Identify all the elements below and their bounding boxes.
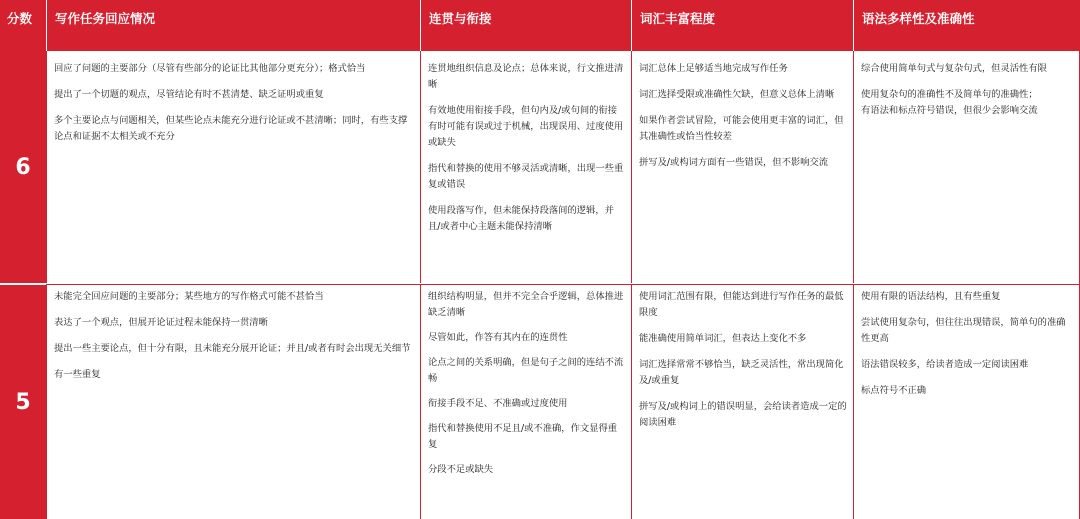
descriptor-text: 使用复杂句的准确性不及简单句的准确性； bbox=[861, 89, 1038, 100]
score-cell: 6 bbox=[0, 51, 46, 283]
coherence-cell bbox=[420, 51, 631, 283]
descriptor-text: 语法错误较多，给读者造成一定阅读困难 bbox=[861, 359, 1029, 370]
task-response-cell bbox=[46, 51, 420, 283]
descriptor-text: 连贯地组织信息及论点；总体来说，行文推进清晰 bbox=[428, 63, 624, 90]
descriptor-text: 词汇总体上足够适当地完成写作任务 bbox=[639, 63, 788, 74]
score-cell: 5 bbox=[0, 285, 46, 519]
descriptor-text: 尝试使用复杂句，但往往出现错误，简单句的准确性更高 bbox=[861, 317, 1066, 344]
descriptor-text: 词汇选择常常不够恰当，缺乏灵活性，常出现简化及/或重复 bbox=[639, 359, 844, 386]
header-coherence: 连贯与衔接 bbox=[420, 0, 631, 51]
descriptor-text: 有语法和标点符号错误，但很少会影响交流 bbox=[861, 105, 1038, 116]
descriptor-text: 多个主要论点与问题相关，但某些论点未能充分进行论证或不甚清晰；同时，有些支撑论点和证据不太相关或不充分 bbox=[54, 115, 408, 142]
grammar-cell bbox=[853, 285, 1080, 519]
descriptor-text: 分段不足或缺失 bbox=[428, 464, 494, 475]
descriptor-text: 有效地使用衔接手段，但句内及/或句间的衔接有时可能有误或过于机械，出现误用、过度使用或缺失 bbox=[428, 105, 624, 148]
header-lexical: 词汇丰富程度 bbox=[631, 0, 853, 51]
descriptor-text: 提出了一个切题的观点，尽管结论有时不甚清楚、缺乏证明或重复 bbox=[54, 89, 324, 100]
coherence-cell bbox=[420, 285, 631, 519]
descriptor-text: 使用段落写作，但未能保持段落间的逻辑，并且/或者中心主题未能保持清晰 bbox=[428, 205, 614, 232]
descriptor-text: 指代和替换使用不足且/或不准确，作文显得重复 bbox=[428, 423, 618, 450]
descriptor-text: 有一些重复 bbox=[54, 369, 101, 380]
descriptor-text: 组织结构明显，但并不完全合乎逻辑，总体推进缺乏清晰 bbox=[428, 291, 624, 318]
descriptor-text: 如果作者尝试冒险，可能会使用更丰富的词汇，但其准确性或恰当性较差 bbox=[639, 115, 844, 142]
descriptor-text: 标点符号不正确 bbox=[861, 385, 927, 396]
descriptor-text: 使用有限的语法结构，且有些重复 bbox=[861, 291, 1001, 302]
descriptor-text: 衔接手段不足、不准确或过度使用 bbox=[428, 398, 568, 409]
descriptor-text: 拼写及/或构词方面有一些错误，但不影响交流 bbox=[639, 157, 829, 168]
descriptor-text: 表达了一个观点，但展开论证过程未能保持一贯清晰 bbox=[54, 317, 268, 328]
lexical-cell bbox=[631, 285, 853, 519]
descriptor-text: 词汇选择受限或准确性欠缺，但意义总体上清晰 bbox=[639, 89, 835, 100]
header-grammar: 语法多样性及准确性 bbox=[853, 0, 1080, 51]
grammar-cell bbox=[853, 51, 1080, 283]
table-row bbox=[0, 51, 1080, 283]
descriptor-text: 指代和替换的使用不够灵活或清晰，出现一些重复或错误 bbox=[428, 163, 624, 190]
descriptor-text: 能准确使用简单词汇，但表达上变化不多 bbox=[639, 333, 807, 344]
descriptor-text: 使用词汇范围有限，但能达到进行写作任务的最低限度 bbox=[639, 291, 844, 318]
descriptor-text: 综合使用简单句式与复杂句式，但灵活性有限 bbox=[861, 63, 1047, 74]
descriptor-text: 回应了问题的主要部分（尽管有些部分的论证比其他部分更充分）；格式恰当 bbox=[54, 63, 366, 74]
task-response-cell bbox=[46, 285, 420, 519]
descriptor-text: 未能完全回应问题的主要部分；某些地方的写作格式可能不甚恰当 bbox=[54, 291, 324, 302]
header-score: 分数 bbox=[7, 11, 33, 26]
table-row bbox=[0, 285, 1080, 519]
header-task-response: 写作任务回应情况 bbox=[46, 0, 420, 51]
descriptor-text: 论点之间的关系明确，但是句子之间的连结不流畅 bbox=[428, 357, 624, 384]
table-header bbox=[0, 0, 1080, 51]
descriptor-text: 拼写及/或构词上的错误明显，会给读者造成一定的阅读困难 bbox=[639, 401, 847, 428]
descriptor-text: 提出一些主要论点，但十分有限，且未能充分展开论证；并且/或者有时会出现无关细节 bbox=[54, 343, 411, 354]
lexical-cell bbox=[631, 51, 853, 283]
descriptor-text: 尽管如此，作答有其内在的连贯性 bbox=[428, 332, 568, 343]
